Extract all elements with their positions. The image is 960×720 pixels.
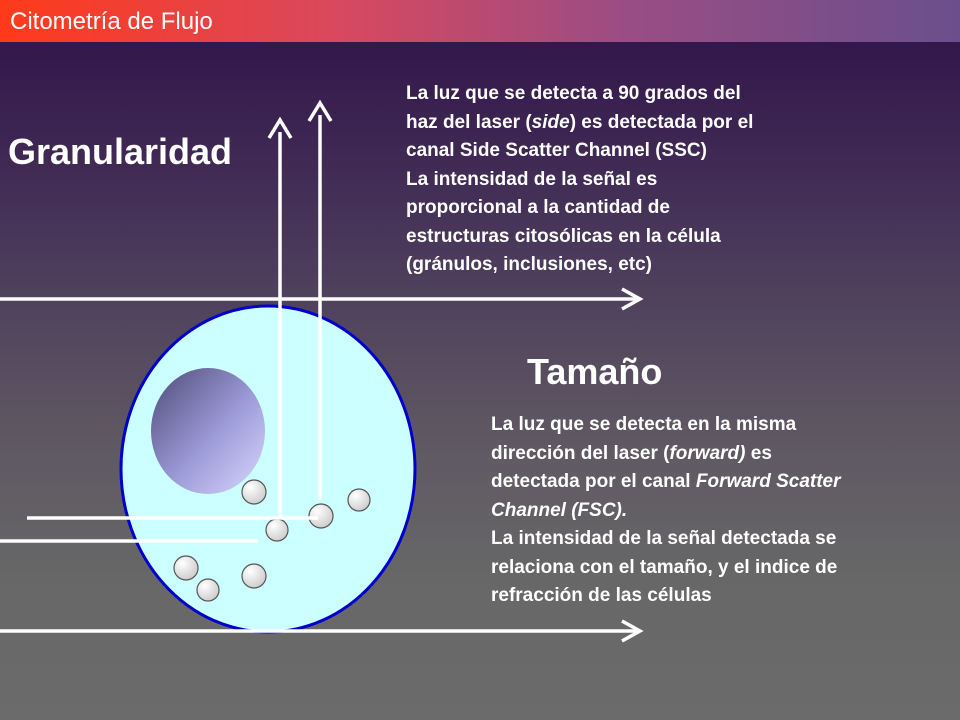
text-segment: dirección del laser ( — [491, 442, 670, 464]
text-line — [406, 137, 876, 166]
text-segment: canal Side Scatter Channel (SSC) — [406, 140, 707, 161]
text-line — [491, 468, 951, 497]
granule — [197, 579, 219, 601]
text-line — [491, 554, 951, 583]
text-line — [406, 223, 876, 252]
ssc-description — [406, 80, 876, 280]
text-segment: side — [531, 111, 570, 133]
text-line — [406, 166, 876, 195]
text-line — [406, 194, 876, 223]
fsc-description — [491, 411, 951, 611]
granule — [242, 480, 266, 504]
text-line — [491, 411, 951, 440]
text-line — [491, 525, 951, 554]
text-segment: forward) — [669, 442, 746, 464]
text-line — [491, 497, 951, 526]
text-segment: Forward Scatter — [695, 471, 841, 492]
text-segment: haz del laser ( — [406, 111, 532, 133]
granule — [266, 519, 288, 541]
granule — [174, 556, 198, 580]
size-label: Tamaño — [527, 351, 663, 392]
text-line — [406, 251, 876, 280]
granule — [309, 504, 333, 528]
text-segment: es — [745, 442, 772, 464]
text-line — [406, 80, 876, 109]
text-segment: refracción de las células — [491, 585, 712, 606]
text-segment: La intensidad de la señal detectada se — [491, 528, 837, 549]
text-segment: La intensidad de la señal es — [406, 168, 658, 190]
text-line — [406, 109, 876, 138]
text-line — [491, 582, 951, 611]
text-segment: La luz que se detecta en la misma — [491, 414, 797, 435]
nucleus — [151, 368, 265, 494]
text-line — [491, 440, 951, 469]
text-segment: Channel (FSC). — [491, 499, 628, 521]
text-segment: ) es detectada por el — [569, 111, 754, 133]
granularity-label: Granularidad — [8, 131, 233, 172]
granule — [242, 564, 266, 588]
slide-title: Citometría de Flujo — [10, 8, 213, 35]
text-segment: relaciona con el tamaño, y el indice de — [491, 556, 838, 578]
text-segment: (gránulos, inclusiones, etc) — [406, 254, 652, 275]
text-segment: estructuras citosólicas en la célula — [406, 225, 721, 247]
text-segment: proporcional a la cantidad de — [406, 197, 670, 218]
granule — [348, 489, 370, 511]
text-segment: La luz que se detecta a 90 grados del — [406, 83, 741, 104]
text-segment: detectada por el canal — [491, 471, 696, 492]
